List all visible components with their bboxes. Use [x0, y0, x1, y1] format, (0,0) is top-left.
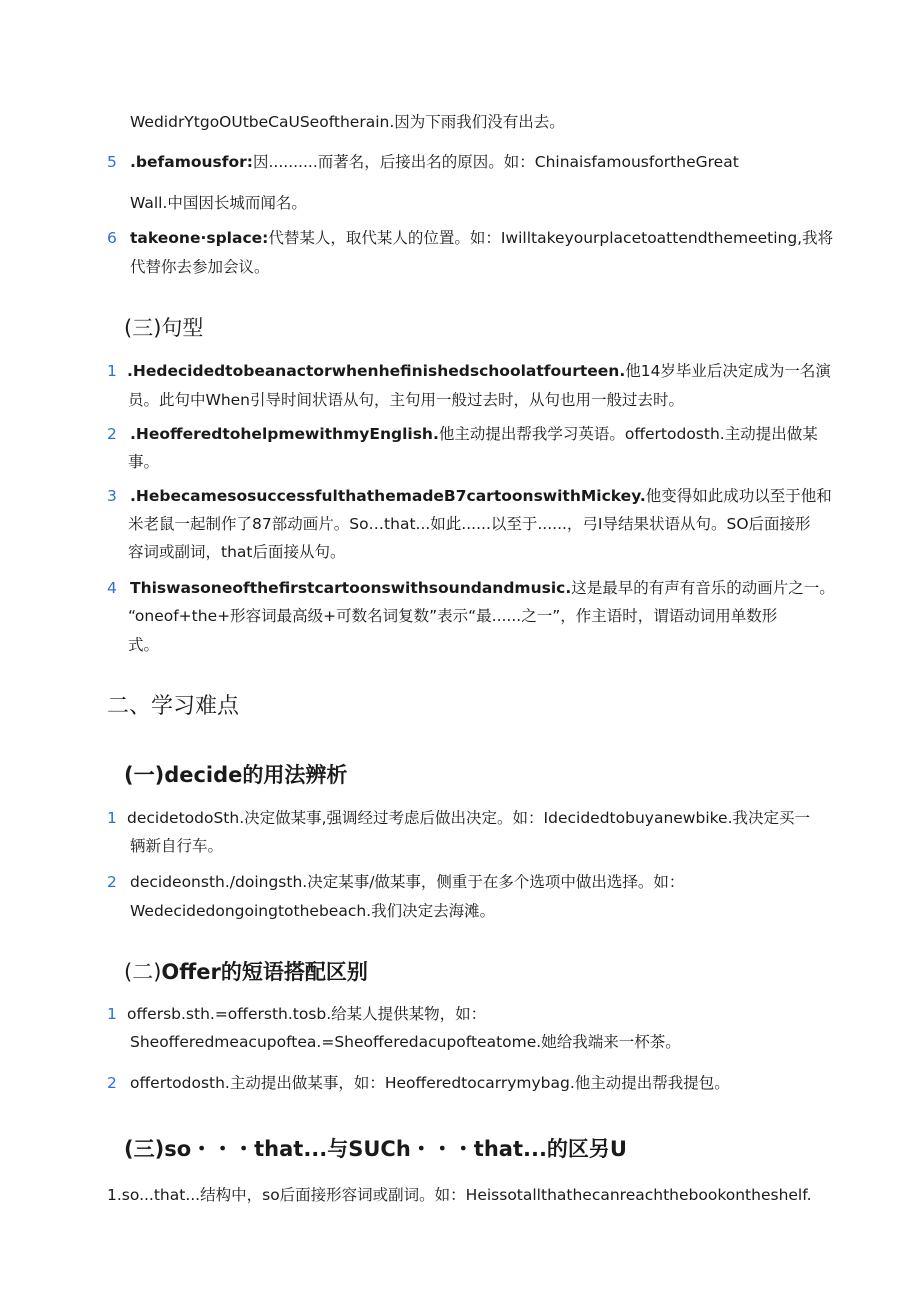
- text-line: 米老鼠一起制作了87部动画片。So…that...如此......以至于......，弓I导结果状语从句。SO后面接形: [128, 515, 811, 533]
- heading-prefix: (二): [124, 960, 162, 984]
- list-number: 1: [107, 362, 117, 380]
- list-item: [130, 151, 739, 173]
- phrase-term: takeone∙splace:: [130, 229, 269, 247]
- text-line: 辆新自行车。: [130, 837, 224, 855]
- heading-title: Offer的短语搭配区别: [161, 960, 368, 984]
- text-line: Wall.中国因长城而闻名。: [130, 194, 307, 212]
- list-item: [130, 227, 833, 249]
- list-number: 6: [107, 229, 117, 247]
- sentence-explanation: 他变得如此成功以至于他和: [645, 487, 832, 505]
- list-number: 3: [107, 487, 117, 505]
- sentence-explanation: 他主动提出帮我学习英语。offertodosth.主动提出做某: [438, 425, 818, 443]
- phrase-explanation: 因..........而著名，后接出名的原因。如：ChinaisfamousfortheGreat: [253, 153, 739, 171]
- list-number: 5: [107, 153, 117, 171]
- text-line: “oneof+the+形容词最高级+可数名词复数”表示“最......之一”，作主语时，谓语动词用单数形: [128, 607, 778, 625]
- text-line: 1.so...that...结构中，so后面接形容词或副词。如：Heissotallthathecanreachthebookontheshelf.: [107, 1186, 812, 1204]
- list-number: 2: [107, 873, 117, 891]
- section-heading: (三)句型: [124, 316, 204, 340]
- text-line: WedidrYtgoOUtbeCaUSeoftherain.因为下雨我们没有出去。: [130, 113, 565, 131]
- text-line: 式。: [128, 636, 160, 654]
- subsection-heading: (三)so・・・that...与SUCh・・・that...的区另U: [124, 1137, 627, 1161]
- subsection-heading: [124, 958, 368, 986]
- text-line: Sheofferedmeacupoftea.=Sheofferedacupofteatome.她给我端来一杯茶。: [130, 1033, 681, 1051]
- phrase-explanation: 代替某人，取代某人的位置。如：Iwilltakeyourplacetoattendthemeeting,我将: [268, 229, 834, 247]
- list-number: 1: [107, 1005, 117, 1023]
- text-line: 员。此句中When引导时间状语从句，主句用一般过去时，从句也用一般过去时。: [128, 391, 685, 409]
- list-item: [130, 577, 835, 599]
- list-item: offersb.sth.=offersth.tosb.给某人提供某物，如：: [127, 1005, 487, 1023]
- sentence-english: .HeofferedtohelpmewithmyEnglish.: [130, 425, 439, 443]
- text-line: 容词或副词，that后面接从句。: [128, 543, 346, 561]
- list-item: [130, 423, 818, 445]
- text-line: 事。: [128, 453, 160, 471]
- phrase-term: .befamousfor:: [130, 153, 253, 171]
- sentence-english: Thiswasoneofthefirstcartoonswithsoundandmusic.: [130, 579, 572, 597]
- sentence-english: .HebecamesosuccessfulthathemadeB7cartoonswithMickey.: [130, 487, 646, 505]
- sentence-explanation: 他14岁毕业后决定成为一名演: [625, 362, 831, 380]
- list-item: offertodosth.主动提出做某事，如：Heofferedtocarrymybag.他主动提出帮我提包。: [130, 1074, 730, 1092]
- list-number: 2: [107, 1074, 117, 1092]
- list-item: [130, 485, 832, 507]
- list-item: decidetodoSth.决定做某事,强调经过考虑后做出决定。如：Idecidedtobuyanewbike.我决定买一: [127, 809, 811, 827]
- list-item: decideonsth./doingsth.决定某事/做某事，侧重于在多个选项中做出选择。如：: [130, 873, 685, 891]
- section-heading: 二、学习难点: [107, 694, 240, 719]
- list-number: 4: [107, 579, 117, 597]
- list-number: 2: [107, 425, 117, 443]
- sentence-explanation: 这是最早的有声有音乐的动画片之一。: [571, 579, 835, 597]
- list-number: 1: [107, 809, 117, 827]
- list-item: [127, 360, 831, 382]
- text-line: Wedecidedongoingtothebeach.我们决定去海滩。: [130, 902, 496, 920]
- sentence-english: .Hedecidedtobeanactorwhenhefinishedschoolatfourteen.: [127, 362, 626, 380]
- text-line: 代替你去参加会议。: [130, 258, 270, 276]
- subsection-heading: (一)decide的用法辨析: [124, 763, 348, 787]
